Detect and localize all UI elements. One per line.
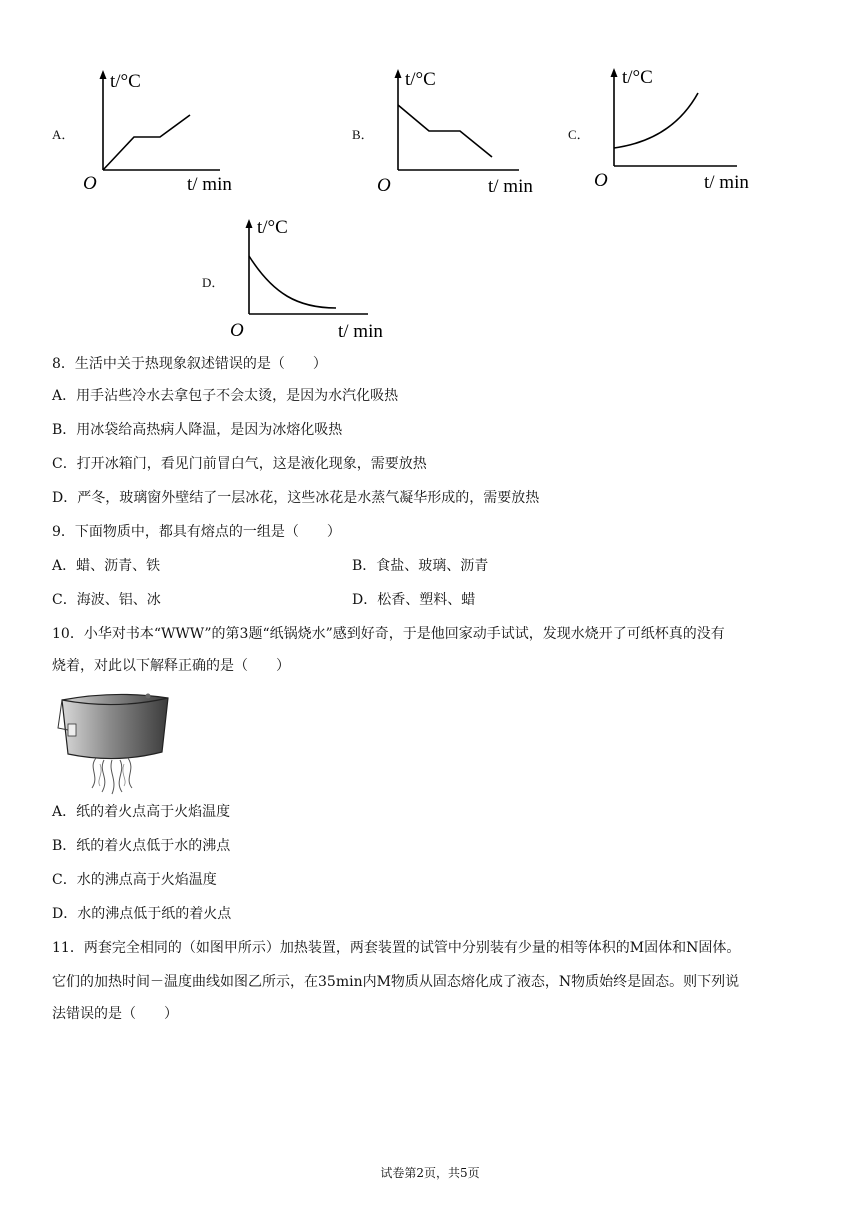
q10-option-c: C．水的沸点高于火焰温度 [52, 872, 217, 888]
paper-pot-illustration [56, 688, 176, 798]
q10-option-d: D．水的沸点低于纸的着火点 [52, 906, 232, 922]
y-axis-label: t/°C [110, 71, 141, 92]
q8-option-c: C．打开冰箱门，看见门前冒白气，这是液化现象，需要放热 [52, 456, 427, 472]
q9-option-d: D．松香、塑料、蜡 [352, 592, 476, 608]
y-axis-arrow [100, 70, 107, 79]
curve-c [614, 93, 698, 148]
option-d-letter: D． [202, 275, 225, 290]
q8-option-d: D．严冬，玻璃窗外壁结了一层冰花，这些冰花是水蒸气凝华形成的，需要放热 [52, 490, 540, 506]
q10-stem-line2: 烧着，对此以下解释正确的是（ ） [52, 658, 290, 674]
origin-label: O [377, 175, 391, 196]
q9-stem: 9．下面物质中，都具有熔点的一组是（ ） [52, 524, 341, 540]
y-axis-label: t/°C [622, 67, 653, 88]
origin-label: O [230, 320, 244, 341]
q10-stem-line1: 10．小华对书本“WWW”的第3题“纸锅烧水”感到好奇，于是他回家动手试试，发现水烧开了可纸杯真的没有 [52, 626, 725, 642]
q8-option-a: A．用手沾些冷水去拿包子不会太烫，是因为水汽化吸热 [52, 388, 399, 404]
graph-b [374, 62, 549, 200]
x-axis-label: t/ min [187, 174, 232, 195]
q11-line2: 它们的加热时间－温度曲线如图乙所示，在35min内M物质从固态熔化成了液态，N物质始终是固态。则下列说 [52, 974, 740, 990]
q9-option-b: B．食盐、玻璃、沥青 [352, 558, 489, 574]
curve-b [398, 105, 492, 157]
q10-option-a: A．纸的着火点高于火焰温度 [52, 804, 231, 820]
q9-option-c: C．海波、铝、冰 [52, 592, 161, 608]
x-axis-label: t/ min [488, 176, 533, 197]
page-footer: 试卷第2页，共5页 [380, 1166, 480, 1180]
origin-label: O [594, 170, 608, 191]
y-axis-arrow [246, 219, 253, 228]
y-axis-arrow [395, 69, 402, 78]
y-axis-label: t/°C [405, 69, 436, 90]
q8-option-b: B．用冰袋给高热病人降温，是因为冰熔化吸热 [52, 422, 343, 438]
y-axis-label: t/°C [257, 217, 288, 238]
curve-d [249, 256, 336, 308]
origin-label: O [83, 173, 97, 194]
q8-stem: 8．生活中关于热现象叙述错误的是（ ） [52, 356, 327, 372]
q10-option-b: B．纸的着火点低于水的沸点 [52, 838, 231, 854]
graph-a [80, 64, 250, 199]
option-b-letter: B． [352, 127, 374, 142]
q9-option-a: A．蜡、沥青、铁 [52, 558, 161, 574]
graph-c [592, 62, 767, 197]
q11-line3: 法错误的是（ ） [52, 1006, 178, 1022]
curve-a [103, 115, 190, 170]
graph-d [228, 212, 398, 344]
q11-line1: 11．两套完全相同的（如图甲所示）加热装置，两套装置的试管中分别装有少量的相等体积的M固体和N固体。 [52, 940, 741, 956]
x-axis-label: t/ min [704, 172, 749, 193]
option-a-letter: A． [52, 127, 75, 142]
x-axis-label: t/ min [338, 321, 383, 342]
y-axis-arrow [611, 68, 618, 77]
option-c-letter: C． [568, 127, 590, 142]
